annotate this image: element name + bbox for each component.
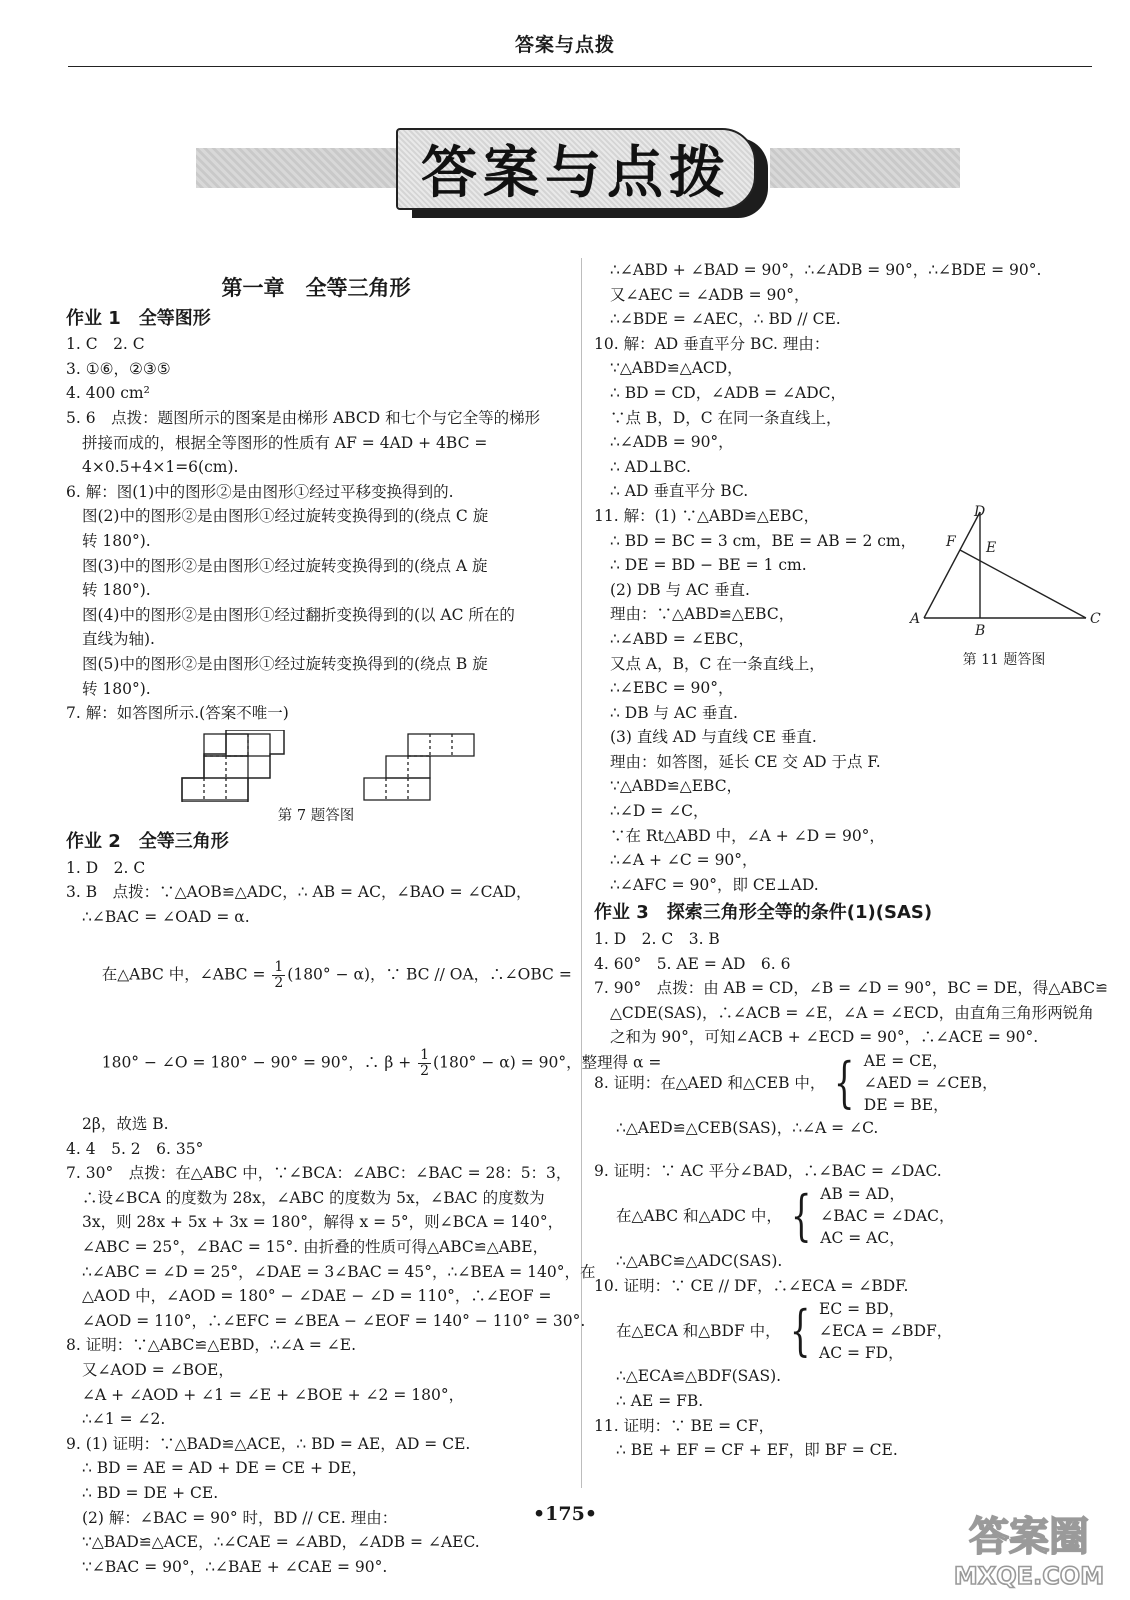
condition: ∠BAC = ∠DAC， [820,1207,955,1226]
answer-line: ∴∠A + ∠C = 90°， [610,851,758,870]
hw2-line: △AOD 中，∠AOD = 180° − ∠DAE − ∠D = 110°，∴∠EOF = [82,1287,552,1306]
hw2-line: ∵△BAD≌△ACE，∴∠CAE = ∠ABD，∠ADB = ∠AEC. [82,1533,480,1552]
hw2-line: ∠A + ∠AOD + ∠1 = ∠E + ∠BOE + ∠2 = 180°， [82,1385,465,1404]
fig11-label-c: C [1090,611,1101,627]
hw2-line: 9. (1) 证明：∵△BAD≌△ACE，∴ BD = AE，AD = CE. [66,1434,471,1453]
fraction-denominator: 2 [420,1063,430,1080]
answer-line: ∵点 B，D，C 在同一条直线上， [610,408,842,427]
watermark-logo [944,1506,1114,1590]
fig11-label-e: E [986,540,997,556]
hw2-line: 7. 30° 点拨：在△ABC 中，∵∠BCA：∠ABC：∠BAC = 28：5：3， [66,1164,572,1183]
hw1-line: 图(3)中的图形②是由图形①经过旋转变换得到的(绕点 A 旋 [82,556,488,575]
q9-conditions [820,1183,954,1249]
hw3-line: 11. 证明：∵ BE = CF， [594,1416,775,1435]
watermark-svg [944,1506,1114,1590]
banner [396,128,756,210]
hw2-text: (180° − α) = 90°，整理得 α = [433,1053,662,1072]
hw2-line: ∠ABC = 25°，∠BAC = 15°. 由折叠的性质可得△ABC≌△ABE， [82,1238,549,1256]
answer-line: ∴∠EBC = 90°， [610,679,734,698]
hw3-line: 9. 证明：∵ AC 平分∠BAD，∴∠BAC = ∠DAC. [594,1161,942,1180]
hw2-line: ∵∠BAC = 90°，∴∠BAE + ∠CAE = 90°. [82,1557,388,1576]
brace-icon: { [790,1184,812,1248]
hw2-line: 3. B 点拨：∵△AOB≌△ADC，∴ AB = AC，∠BAO = ∠CAD， [66,883,532,902]
banner-stripe-left [196,148,416,188]
condition: AE = CE， [863,1052,948,1070]
answer-line: ∴∠BDE = ∠AEC，∴ BD // CE. [610,310,841,329]
hw3-line: ∴△AED≌△CEB(SAS)，∴∠A = ∠C. [616,1119,879,1137]
hw2-line: 8. 证明：∵△ABC≌△EBD，∴∠A = ∠E. [66,1336,357,1355]
hw2-line: 4. 4 5. 2 6. 35° [66,1139,204,1158]
fig11-label-b: B [975,623,986,639]
answer-line: 又∠AEC = ∠ADB = 90°， [610,285,810,304]
fig11-label-d: D [974,504,986,520]
fig11-caption: 第 11 题答图 [962,652,1046,668]
q10-conditions [819,1298,952,1364]
hw2-line-with-fraction [66,936,572,1016]
column-divider [581,258,582,1488]
hw1-line: 3. ①⑥，②③⑤ [66,359,171,378]
brace-icon: { [789,1299,811,1363]
answer-line: 又点 A，B，C 在一条直线上， [610,654,825,673]
hw1-line: 转 180°). [82,581,151,600]
chapter-title: 第一章 全等三角形 [221,276,411,300]
right-column [594,258,1109,1463]
fig7-net-figures [66,730,566,802]
answer-line: ∵△ABD≌△ACD， [610,359,743,378]
hw3-line: 4. 60° 5. AE = AD 6. 6 [594,954,791,973]
hw2-line: 2β，故选 B. [82,1115,169,1134]
q8-lead: 8. 证明：在△AED 和△CEB 中， [594,1073,826,1092]
answer-line: 理由：∵△ABD≌△EBC， [610,605,795,624]
banner-title: 答案与点拨 [421,141,731,206]
fraction-denominator: 2 [274,975,284,992]
hw1-line: 图(5)中的图形②是由图形①经过旋转变换得到的(绕点 B 旋 [82,654,488,673]
condition: AC = FD， [819,1344,904,1363]
hw1-line: 拼接而成的，根据全等图形的性质有 AF = 4AD + 4BC = [82,433,488,452]
hw3-line: ∴△ABC≌△ADC(SAS). [616,1252,783,1271]
header-rule [68,66,1092,67]
hw2-line-with-fraction [66,1024,662,1104]
fig11-triangle [904,504,1104,674]
q9-mid: 在△ABC 和△ADC 中， [616,1206,782,1225]
fig7-caption: 第 7 题答图 [277,807,355,824]
fraction [272,960,285,991]
q8-conditions [864,1050,998,1116]
running-head: 答案与点拨 [514,34,615,56]
hw1-line: 7. 解：如答图所示.(答案不唯一) [66,704,289,723]
answer-line: 11. 解：(1) ∵△ABD≌△EBC， [594,506,820,525]
hw1-line: 6. 解：图(1)中的图形②是由图形①经过平移变换得到的. [66,482,454,501]
watermark-bottom: MXQE.COM [953,1562,1105,1590]
hw1-line: 转 180°). [82,531,151,550]
hw1-line: 4×0.5+4×1=6(cm). [82,458,239,477]
answer-line: ∴ BD = BC = 3 cm，BE = AB = 2 cm， [610,531,917,550]
answer-line: ∴∠ABD = ∠EBC， [610,629,755,648]
answer-line: 理由：如答图，延长 CE 交 AD 于点 F. [610,752,881,771]
answer-line: ∴ DE = BD − BE = 1 cm. [610,556,807,575]
answer-line: ∴ AD⊥BC. [610,457,691,476]
answer-line: ∴∠ABD + ∠BAD = 90°，∴∠ADB = 90°，∴∠BDE = 90°. [610,261,1042,279]
hw2-title: 作业 2 全等三角形 [66,831,229,853]
hw3-line: ∴△ECA≌△BDF(SAS). [616,1367,782,1386]
hw3-line: △CDE(SAS)，∴∠ACB = ∠E，∠A = ∠ECD，由直角三角形两锐角 [610,1003,1094,1022]
hw3-line: 10. 证明：∵ CE // DF，∴∠ECA = ∠BDF. [594,1276,909,1295]
condition: ∠ECA = ∠BDF， [819,1322,953,1341]
hw3-line: ∴ AE = FB. [616,1391,704,1410]
answer-line: ∴∠ADB = 90°， [610,433,734,452]
condition: AB = AD， [820,1185,905,1204]
condition: ∠AED = ∠CEB， [863,1074,998,1092]
hw2-line: 1. D 2. C [66,858,146,877]
hw2-line: (2) 解：∠BAC = 90° 时，BD // CE. 理由： [82,1508,398,1527]
answer-line: ∴∠D = ∠C， [610,802,709,821]
q10-mid: 在△ECA 和△BDF 中， [616,1322,781,1341]
hw2-text: (180° − α)，∵ BC // OA，∴∠OBC = [287,965,572,984]
hw1-line: 图(2)中的图形②是由图形①经过旋转变换得到的(绕点 C 旋 [82,507,489,526]
fraction-numerator: 1 [274,959,284,976]
hw2-line: 又∠AOD = ∠BOE， [82,1360,234,1379]
brace-icon: { [834,1051,855,1114]
answer-line: (3) 直线 AD 与直线 CE 垂直. [610,728,817,747]
answer-line: ∴ DB 与 AC 垂直. [610,703,738,722]
fig11-label-a: A [910,611,921,627]
hw1-line: 5. 6 点拨：题图所示的图案是由梯形 ABCD 和七个与它全等的梯形 [66,408,541,427]
banner-stripe-right [770,148,960,188]
hw1-line: 1. C 2. C [66,335,145,354]
q10-block [594,1298,1104,1364]
answer-line: (2) DB 与 AC 垂直. [610,580,750,599]
hw2-line: ∴∠BAC = ∠OAD = α. [82,908,250,927]
hw3-line: 之和为 90°，可知∠ACB + ∠ECD = 90°，∴∠ACE = 90°. [610,1028,1039,1047]
answer-line: ∴ AD 垂直平分 BC. [610,482,749,501]
fraction [418,1048,431,1079]
answer-line: ∵△ABD≌△EBC， [610,777,743,796]
hw1-line: 转 180°). [82,679,151,698]
answer-line: ∵在 Rt△ABD 中，∠A + ∠D = 90°， [610,826,885,845]
hw3-line: ∴ BE + EF = CF + EF，即 BF = CE. [616,1441,898,1460]
fig7-diagram [66,730,566,802]
answer-line: 10. 解：AD 垂直平分 BC. 理由： [594,334,830,353]
hw2-line: ∠AOD = 110°，∴∠EFC = ∠BEA − ∠EOF = 140° − 110° = 30°. [82,1311,586,1330]
fraction-numerator: 1 [420,1047,430,1064]
hw2-line: ∴∠ABC = ∠D = 25°，∠DAE = 3∠BAC = 45°，∴∠BEA = 140°，在 [82,1262,596,1281]
hw1-title: 作业 1 全等图形 [66,307,211,329]
hw3-title: 作业 3 探索三角形全等的条件(1)(SAS) [594,902,933,924]
hw2-line: ∴ BD = DE + CE. [82,1483,219,1502]
hw2-line: ∴设∠BCA 的度数为 28x，∠ABC 的度数为 5x，∠BAC 的度数为 [82,1188,545,1207]
hw2-text: 在△ABC 中，∠ABC = [101,965,271,984]
fig11-diagram [904,504,1104,674]
q8-block [594,1050,1104,1116]
page-number: •175• [533,1503,597,1525]
hw1-line: 4. 400 cm² [66,384,150,403]
hw2-text: 180° − ∠O = 180° − 90° = 90°，∴ β + [101,1053,417,1072]
condition: DE = BE， [863,1096,949,1114]
condition: AC = AC， [820,1229,905,1248]
q9-block [594,1183,1104,1249]
condition: EC = BD， [819,1300,905,1319]
hw1-line: 图(4)中的图形②是由图形①经过翻折变换得到的(以 AC 所在的 [82,605,515,624]
hw3-line: 1. D 2. C 3. B [594,930,720,949]
hw2-line: ∴∠1 = ∠2. [82,1410,166,1429]
hw2-line: 3x，则 28x + 5x + 3x = 180°，解得 x = 5°，则∠BCA = 140°， [82,1213,564,1232]
fig11-label-f: F [946,534,956,550]
answer-line: ∴∠AFC = 90°，即 CE⊥AD. [610,875,819,894]
hw3-line: 7. 90° 点拨：由 AB = CD，∠B = ∠D = 90°，BC = DE，得△ABC≌ [594,979,1109,998]
hw2-line: ∴ BD = AE = AD + DE = CE + DE， [82,1459,368,1478]
answer-line: ∴ BD = CD，∠ADB = ∠ADC， [610,383,847,402]
watermark-top: 答案圈 [969,1514,1089,1560]
hw1-line: 直线为轴). [82,630,155,649]
